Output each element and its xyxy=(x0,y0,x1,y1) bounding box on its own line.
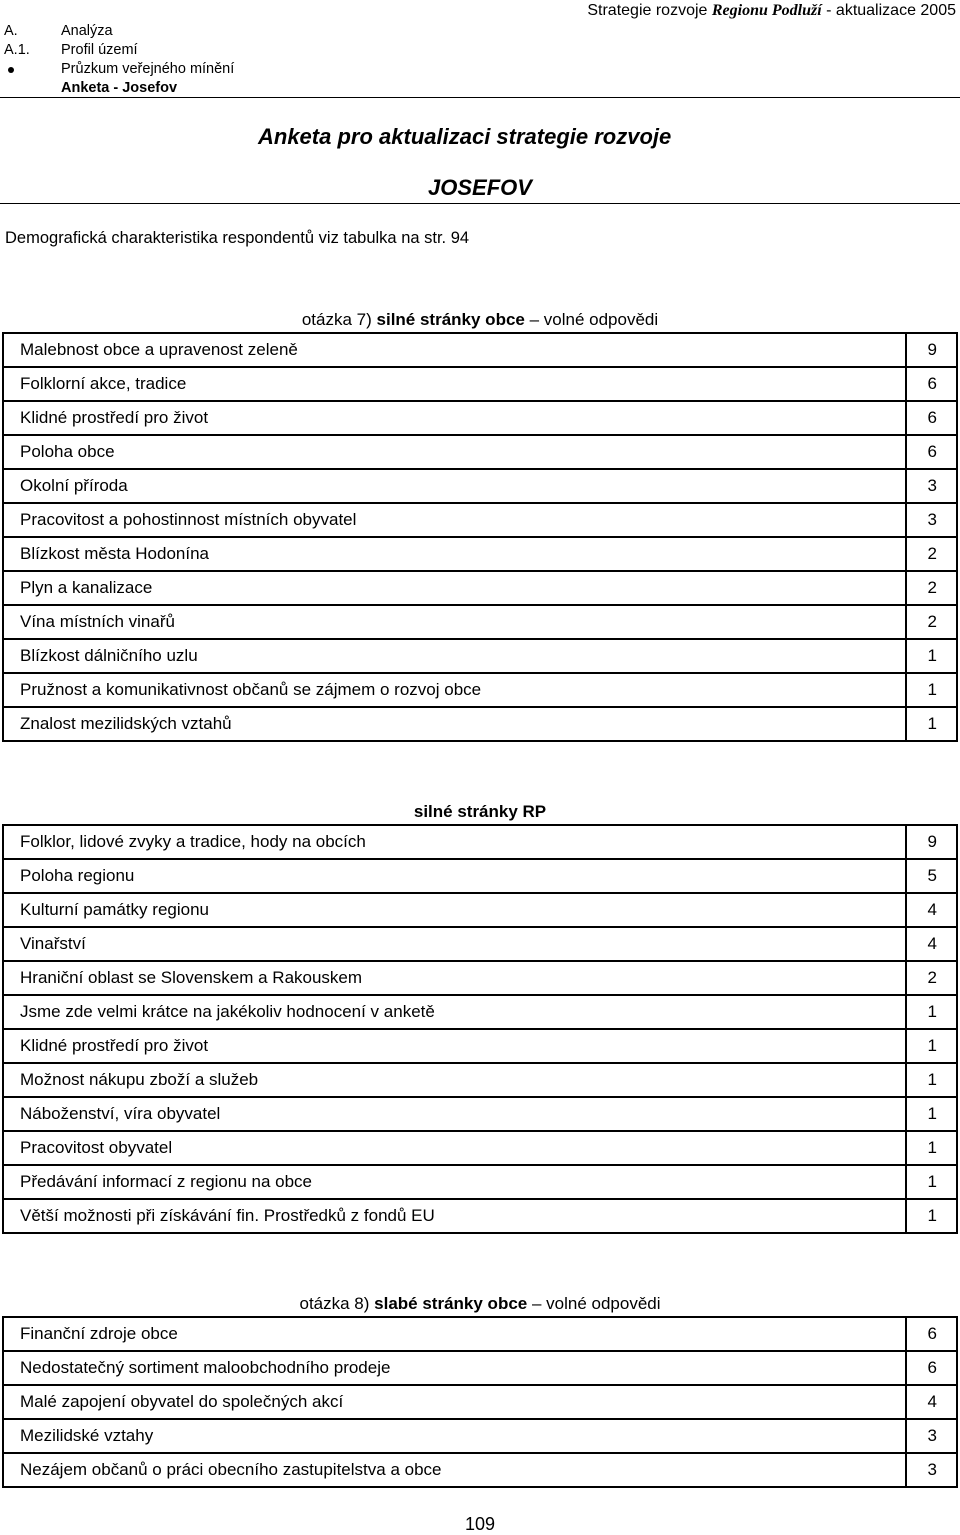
answer-label: Nedostatečný sortiment maloobchodního prodeje xyxy=(3,1351,906,1385)
table-row xyxy=(3,1419,957,1453)
answer-count: 9 xyxy=(906,825,957,859)
table-row xyxy=(3,1317,957,1351)
answer-count: 1 xyxy=(906,1063,957,1097)
table-row xyxy=(3,367,957,401)
answer-count: 5 xyxy=(906,859,957,893)
table-row xyxy=(3,1097,957,1131)
bullet-icon xyxy=(8,67,14,73)
caption-topic: silné stránky obce xyxy=(376,310,525,329)
caption-note: – volné odpovědi xyxy=(531,1294,661,1313)
answer-label: Hraniční oblast se Slovenskem a Rakouskem xyxy=(3,961,906,995)
demographic-note: Demografická charakteristika respondentů viz tabulka na str. 94 xyxy=(5,229,470,247)
table-row xyxy=(3,537,957,571)
caption-topic: slabé stránky obce xyxy=(374,1294,528,1313)
table-row xyxy=(3,639,957,673)
table-row xyxy=(3,333,957,367)
table-row xyxy=(3,673,957,707)
table-row xyxy=(3,1165,957,1199)
page-number: 109 xyxy=(464,1514,496,1534)
answer-count: 1 xyxy=(906,639,957,673)
answer-label: Folklorní akce, tradice xyxy=(3,367,906,401)
answer-label: Možnost nákupu zboží a služeb xyxy=(3,1063,906,1097)
answer-count: 6 xyxy=(906,435,957,469)
answer-label: Vína místních vinařů xyxy=(3,605,906,639)
table-row xyxy=(3,707,957,741)
answer-label: Znalost mezilidských vztahů xyxy=(3,707,906,741)
answer-count: 1 xyxy=(906,1029,957,1063)
table-row xyxy=(3,1131,957,1165)
section-caption-strengths-village xyxy=(0,310,960,330)
answer-label: Předávání informací z regionu na obce xyxy=(3,1165,906,1199)
answer-label: Okolní příroda xyxy=(3,469,906,503)
answer-count: 1 xyxy=(906,1199,957,1233)
table-row xyxy=(3,893,957,927)
header-key: A.1. xyxy=(4,42,30,58)
answer-count: 1 xyxy=(906,707,957,741)
page-subtitle: JOSEFOV xyxy=(428,175,532,200)
answer-label: Kulturní památky regionu xyxy=(3,893,906,927)
strengths-village-table xyxy=(2,332,958,742)
table-row xyxy=(3,1453,957,1487)
answer-count: 1 xyxy=(906,1165,957,1199)
answer-count: 1 xyxy=(906,1131,957,1165)
answer-label: Folklor, lidové zvyky a tradice, hody na obcích xyxy=(3,825,906,859)
table-row xyxy=(3,859,957,893)
header-value: Anketa - Josefov xyxy=(61,80,178,96)
answer-count: 3 xyxy=(906,469,957,503)
strengths-region-table xyxy=(2,824,958,1234)
table-row xyxy=(3,927,957,961)
answer-count: 1 xyxy=(906,1097,957,1131)
answer-count: 4 xyxy=(906,927,957,961)
answer-label: Vinařství xyxy=(3,927,906,961)
answer-label: Klidné prostředí pro život xyxy=(3,401,906,435)
answer-count: 3 xyxy=(906,503,957,537)
answer-count: 6 xyxy=(906,1351,957,1385)
section-caption-weaknesses-village xyxy=(0,1294,960,1314)
table-row xyxy=(3,605,957,639)
answer-count: 2 xyxy=(906,571,957,605)
answer-count: 6 xyxy=(906,1317,957,1351)
answer-label: Blízkost dálničního uzlu xyxy=(3,639,906,673)
table-row xyxy=(3,1029,957,1063)
header-region-name: Regionu Podluží xyxy=(711,2,822,19)
header-value: Analýza xyxy=(61,23,113,39)
answer-count: 4 xyxy=(906,1385,957,1419)
table-row xyxy=(3,401,957,435)
answer-count: 1 xyxy=(906,673,957,707)
table-row xyxy=(3,995,957,1029)
header-key: A. xyxy=(4,23,18,39)
answer-count: 4 xyxy=(906,893,957,927)
table-row xyxy=(3,469,957,503)
table-row xyxy=(3,1063,957,1097)
answer-label: Pracovitost a pohostinnost místních obyvatel xyxy=(3,503,906,537)
answer-count: 2 xyxy=(906,537,957,571)
header-right-suffix: - aktualizace 2005 xyxy=(826,2,956,19)
answer-label: Mezilidské vztahy xyxy=(3,1419,906,1453)
table-row xyxy=(3,571,957,605)
answer-count: 2 xyxy=(906,605,957,639)
caption-note: – volné odpovědi xyxy=(529,310,659,329)
answer-label: Větší možnosti při získávání fin. Prostředků z fondů EU xyxy=(3,1199,906,1233)
answer-label: Finanční zdroje obce xyxy=(3,1317,906,1351)
answer-label: Blízkost města Hodonína xyxy=(3,537,906,571)
caption-question: otázka 8) xyxy=(299,1294,370,1313)
answer-count: 1 xyxy=(906,995,957,1029)
answer-label: Poloha regionu xyxy=(3,859,906,893)
answer-count: 6 xyxy=(906,367,957,401)
table-row xyxy=(3,1351,957,1385)
answer-label: Pracovitost obyvatel xyxy=(3,1131,906,1165)
answer-label: Poloha obce xyxy=(3,435,906,469)
header-value: Profil území xyxy=(61,42,138,58)
answer-label: Jsme zde velmi krátce na jakékoliv hodnocení v anketě xyxy=(3,995,906,1029)
section-caption-strengths-region xyxy=(0,802,960,822)
answer-label: Klidné prostředí pro život xyxy=(3,1029,906,1063)
table-row xyxy=(3,961,957,995)
answer-count: 2 xyxy=(906,961,957,995)
answer-count: 9 xyxy=(906,333,957,367)
caption-question: otázka 7) xyxy=(301,310,372,329)
answer-count: 3 xyxy=(906,1453,957,1487)
header-divider xyxy=(0,97,960,98)
page-title: Anketa pro aktualizaci strategie rozvoje xyxy=(258,124,672,149)
answer-label: Malebnost obce a upravenost zeleně xyxy=(3,333,906,367)
table-row xyxy=(3,503,957,537)
table-row xyxy=(3,1385,957,1419)
weaknesses-village-table xyxy=(2,1316,958,1488)
answer-count: 6 xyxy=(906,401,957,435)
answer-label: Plyn a kanalizace xyxy=(3,571,906,605)
answer-count: 3 xyxy=(906,1419,957,1453)
title-divider xyxy=(0,203,960,204)
answer-label: Malé zapojení obyvatel do společných akcí xyxy=(3,1385,906,1419)
header-right-prefix: Strategie rozvoje xyxy=(587,2,708,19)
caption-topic: silné stránky RP xyxy=(413,802,547,821)
answer-label: Nezájem občanů o práci obecního zastupitelstva a obce xyxy=(3,1453,906,1487)
table-row xyxy=(3,825,957,859)
answer-label: Pružnost a komunikativnost občanů se zájmem o rozvoj obce xyxy=(3,673,906,707)
header-value: Průzkum veřejného mínění xyxy=(61,61,235,77)
header-document-title xyxy=(587,2,956,20)
table-row xyxy=(3,1199,957,1233)
table-row xyxy=(3,435,957,469)
answer-label: Náboženství, víra obyvatel xyxy=(3,1097,906,1131)
